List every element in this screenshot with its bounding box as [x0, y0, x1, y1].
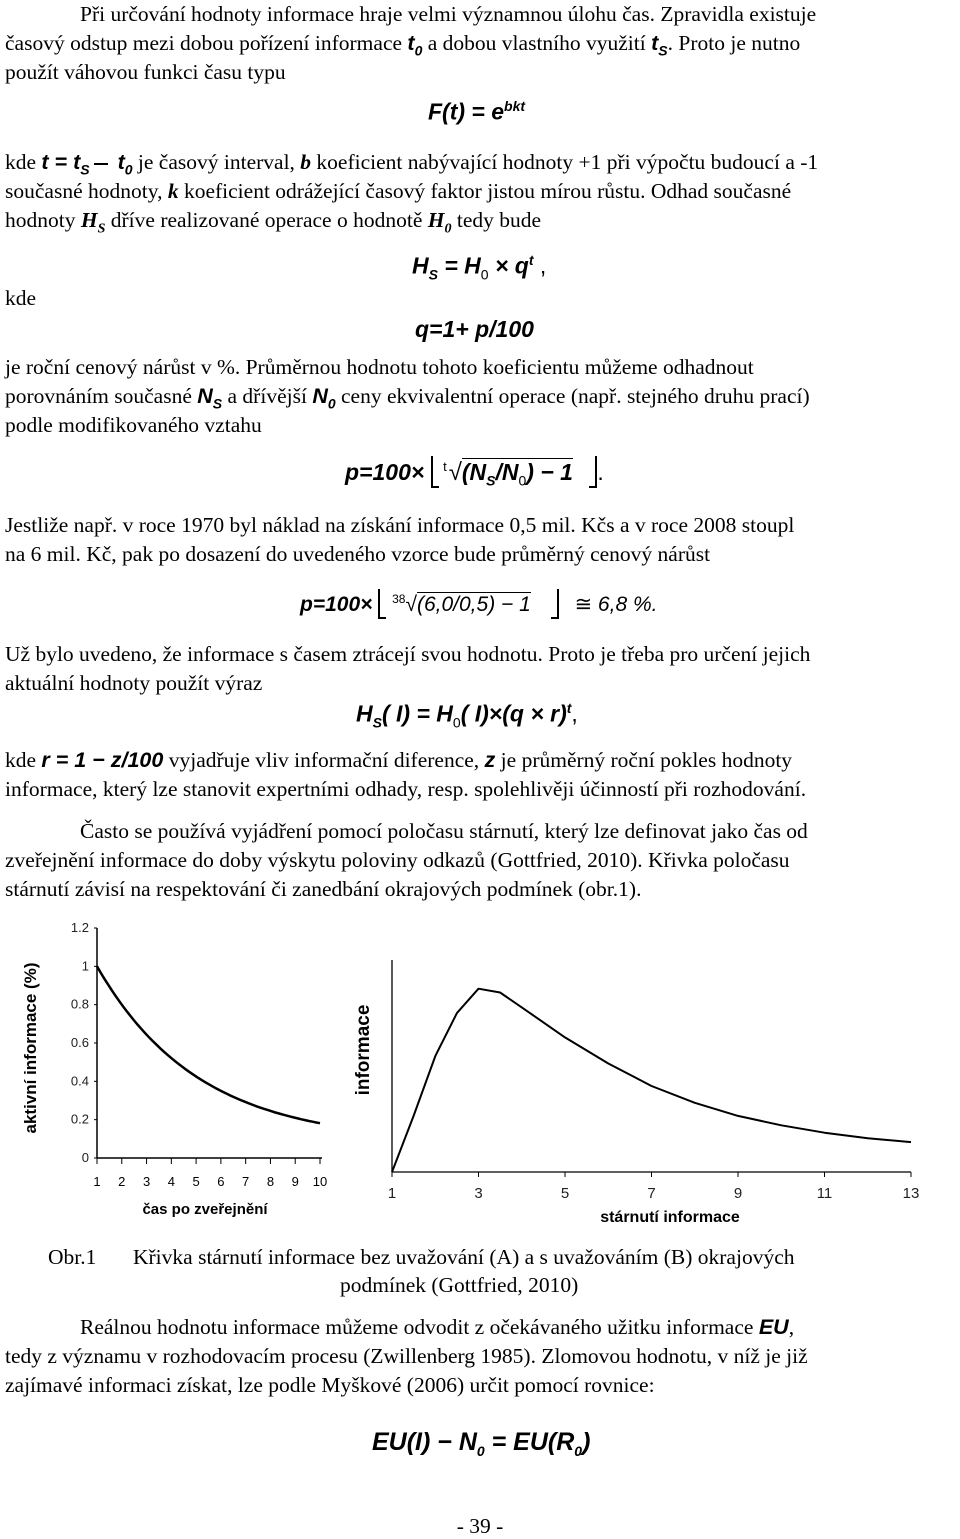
para5-line1: Už bylo uvedeno, že informace s časem ztrácejí svou hodnotu. Proto je třeba pro určení jejich: [5, 640, 810, 669]
page-number: - 39 -: [0, 1514, 960, 1539]
equation-average-growth: $p=100\times ^t√(N_S/N_0) - 1$ .: [345, 456, 604, 489]
para7-line3: stárnutí závisí na respektování či zanedbání okrajových podmínek (obr.1).: [5, 875, 641, 904]
para7-line1: Často se používá vyjádření pomocí poločasu stárnutí, který lze definovat jako čas od: [80, 817, 808, 846]
chart-a-y-tick-label: 0.2: [71, 1112, 89, 1127]
chart-a-series-line: [97, 966, 320, 1123]
chart-a-x-tick-label: 5: [192, 1174, 199, 1189]
chart-a-x-tick-label: 3: [143, 1174, 150, 1189]
para8-line1: Reálnou hodnotu informace můžeme odvodit z očekávaného užitku informace EU,: [80, 1313, 794, 1342]
equation-weight-function: $F(t) = e^{bkt}$: [428, 98, 525, 126]
equation-aging-value: $H_S$( $I) = H_0$( $I)\times(q \times r)^t$,: [356, 700, 578, 730]
para6-line2: informace, který lze stanovit expertními odhady, resp. spolehlivěji účinností při rozhodování.: [5, 775, 806, 804]
equation-expected-utility: $EU(I) - N_0 = EU(R_0)$: [372, 1428, 590, 1459]
chart-b-series-line: [392, 989, 911, 1172]
chart-a-y-tick-label: 0: [82, 1150, 89, 1165]
para4-line2: na 6 mil. Kč, pak po dosazení do uvedeného vzorce bude průměrný cenový nárůst: [5, 540, 710, 569]
chart-a-x-tick-label: 2: [118, 1174, 125, 1189]
para1-line2: časový odstup mezi dobou pořízení informace $t_0$ a dobou vlastního využití $t_S$. Proto je nutno: [5, 29, 800, 65]
para8-line2: tedy z významu v rozhodovacím procesu (Zwillenberg 1985). Zlomovou hodnotu, v níž je již: [5, 1342, 808, 1371]
para2-line3: hodnoty $H_S$ dříve realizované operace o hodnotě $H_0$ tedy bude: [5, 206, 541, 243]
chart-b-y-label: informace: [353, 1005, 374, 1096]
chart-a-y-tick-label: 0.8: [71, 997, 89, 1012]
para1-line3: použít váhovou funkci času typu: [5, 58, 286, 87]
chart-b-x-tick-label: 1: [388, 1185, 396, 1202]
chart-a-x-tick-label: 9: [292, 1174, 299, 1189]
para2-line2: současné hodnoty, k koeficient odrážející časový faktor jistou mírou růstu. Odhad současné: [5, 177, 791, 206]
equation-growth-coefficient: q=1+ p/100: [415, 316, 551, 343]
para8-line3: zajímavé informaci získat, lze podle Myškové (2006) určit pomocí rovnice:: [5, 1371, 655, 1400]
chart-a: [20, 918, 340, 1228]
para3-line3: podle modifikovaného vztahu: [5, 411, 262, 440]
chart-a-y-tick-label: 0.4: [71, 1073, 89, 1088]
para1-line1: Při určování hodnoty informace hraje velmi významnou úlohu čas. Zpravidla existuje: [80, 0, 816, 29]
para2-line1: kde $t = t_S$ $t_0$ je časový interval, b koeficient nabývající hodnoty +1 při výpočtu budoucí a -1: [5, 148, 818, 184]
chart-a-x-tick-label: 6: [217, 1174, 224, 1189]
chart-b: [345, 930, 925, 1230]
chart-a-x-label: čas po zveřejnění: [142, 1201, 268, 1218]
chart-b-x-tick-label: 7: [647, 1185, 655, 1202]
chart-b-x-tick-label: 11: [817, 1185, 833, 1202]
chart-a-x-tick-label: 1: [93, 1174, 100, 1189]
chart-a-x-tick-label: 7: [242, 1174, 249, 1189]
chart-b-x-tick-label: 3: [474, 1185, 482, 1202]
kde-label: kde: [5, 284, 36, 313]
chart-b-x-tick-label: 13: [903, 1185, 920, 1202]
figure-caption-label: Obr.1: [48, 1243, 96, 1272]
para3-line2: porovnáním současné $N_S$ a dřívější $N_0$ ceny ekvivalentní operace (např. stejného druhu prací): [5, 382, 810, 418]
chart-b-x-tick-label: 5: [561, 1185, 569, 1202]
para7-line2: zveřejnění informace do doby výskytu poloviny odkazů (Gottfried, 2010). Křivka poločasu: [5, 846, 790, 875]
para5-line2: aktuální hodnoty použít výraz: [5, 669, 262, 698]
chart-a-y-tick-label: 1: [82, 958, 89, 973]
chart-a-x-tick-label: 8: [267, 1174, 274, 1189]
para6-line1: kde r = 1 − z/100 vyjadřuje vliv informační diference, z je průměrný roční pokles hodnoty: [5, 746, 792, 775]
chart-b-x-tick-label: 9: [734, 1185, 742, 1202]
chart-a-x-tick-label: 10: [313, 1174, 327, 1189]
figure-caption-line2: podmínek (Gottfried, 2010): [340, 1271, 578, 1300]
equation-present-value: $H_S = H_0 \times q^t$ ,: [412, 252, 546, 282]
chart-a-y-tick-label: 0.6: [71, 1035, 89, 1050]
chart-a-y-tick-label: 1.2: [71, 920, 89, 935]
para4-line1: Jestliže např. v roce 1970 byl náklad na získání informace 0,5 mil. Kčs a v roce 2008 stoupl: [5, 511, 794, 540]
chart-a-x-tick-label: 4: [168, 1174, 175, 1189]
figure-caption-line1: Křivka stárnutí informace bez uvažování (A) a s uvažováním (B) okrajových: [133, 1243, 794, 1272]
chart-b-x-label: stárnutí informace: [600, 1209, 740, 1226]
para3-line1: je roční cenový nárůst v %. Průměrnou hodnotu tohoto koeficientu můžeme odhadnout: [5, 353, 754, 382]
equation-example-result: p=100× $^{38}$√(6,0/0,5) − 1 ≅ 6,8 %.: [300, 589, 657, 619]
chart-a-y-label: aktivní informace (%): [21, 963, 40, 1134]
